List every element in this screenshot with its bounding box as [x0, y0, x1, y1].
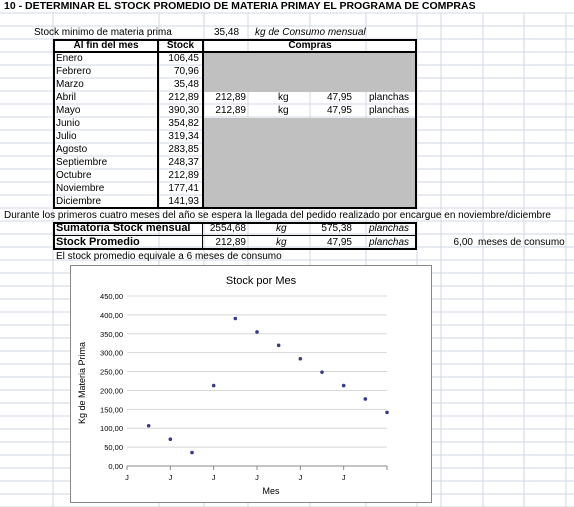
- chart-point: [299, 357, 303, 361]
- row-compras-kg: 212,89: [215, 92, 246, 103]
- sumatoria-planchas-unit: planchas: [369, 223, 410, 234]
- row-month: Noviembre: [56, 183, 105, 194]
- chart-point: [364, 397, 368, 401]
- chart-ytick-label: 250,00: [100, 367, 123, 377]
- row-month: Diciembre: [56, 196, 102, 207]
- header-stock: Stock: [166, 40, 195, 51]
- chart-ylabel: Kg de Materia Prima: [77, 341, 87, 425]
- chart-xtick-label: J: [341, 473, 346, 482]
- stock-minimo-value: 35,48: [214, 27, 240, 38]
- chart-ytick-label: 300,00: [100, 348, 123, 358]
- row-month: Abril: [56, 92, 77, 103]
- chart-ytick-label: 0,00: [108, 462, 123, 471]
- promedio-planchas: 47,95: [326, 237, 352, 248]
- stock-minimo-label: Stock minimo de materia prima: [34, 27, 172, 38]
- chart-ytick-label: 400,00: [100, 310, 123, 320]
- row-month: Enero: [56, 53, 83, 64]
- table-col-rule-2: [202, 39, 204, 209]
- row-stock: 106,45: [168, 53, 199, 64]
- chart-title: Stock por Mes: [225, 275, 297, 287]
- row-compras-planchas: 47,95: [326, 92, 352, 103]
- chart-point: [342, 384, 346, 388]
- row-stock: 248,37: [168, 157, 199, 168]
- row-stock: 283,85: [168, 144, 199, 155]
- promedio-planchas-unit: planchas: [369, 237, 410, 248]
- row-stock: 177,41: [168, 183, 199, 194]
- chart-point: [190, 451, 194, 455]
- header-month: Al fin del mes: [73, 40, 139, 51]
- chart-ytick-label: 450,00: [100, 292, 123, 301]
- row-compras-kg-unit: kg: [278, 105, 289, 116]
- chart-xlabel: Mes: [262, 486, 280, 496]
- chart-point: [277, 344, 281, 348]
- row-month: Febrero: [56, 66, 92, 77]
- row-month: Octubre: [56, 170, 92, 181]
- chart-point: [255, 330, 259, 334]
- row-compras-kg: 212,89: [215, 105, 246, 116]
- stock-minimo-unit: kg de Consumo mensual: [255, 27, 366, 38]
- chart-ytick-label: 200,00: [100, 386, 123, 396]
- row-stock: 141,93: [168, 196, 199, 207]
- promedio-label: Stock Promedio: [56, 236, 140, 248]
- promedio-value: 212,89: [215, 237, 246, 248]
- sumatoria-planchas: 575,38: [321, 223, 352, 234]
- row-month: Julio: [56, 131, 77, 142]
- row-stock: 390,30: [168, 105, 199, 116]
- chart-xtick-label: J: [298, 473, 303, 482]
- chart-point: [234, 317, 238, 321]
- row-compras-planchas-unit: planchas: [369, 92, 410, 103]
- row-stock: 319,34: [168, 131, 199, 142]
- row-month: Mayo: [56, 105, 81, 116]
- stock-chart[interactable]: [70, 265, 432, 503]
- promedio-unit: kg: [276, 237, 287, 248]
- row-month: Junio: [56, 118, 80, 129]
- chart-point: [212, 384, 216, 388]
- chart-xtick-label: J: [211, 473, 216, 482]
- row-stock: 212,89: [168, 92, 199, 103]
- row-stock: 354,82: [168, 118, 199, 129]
- chart-ytick-label: 50,00: [104, 443, 123, 453]
- row-compras-planchas-unit: planchas: [369, 105, 410, 116]
- compras-table: [53, 39, 417, 209]
- promedio-meses-label: meses de consumo: [478, 237, 565, 248]
- chart-point: [169, 437, 173, 441]
- row-month: Marzo: [56, 79, 84, 90]
- chart-point: [147, 424, 151, 428]
- row-stock: 35,48: [173, 79, 199, 90]
- note-text: Durante los primeros cuatro meses del año se espera la llegada del pedido realizado por encargue en noviembre/diciembre: [4, 210, 551, 221]
- promedio-meses: 6,00: [453, 237, 473, 248]
- chart-xtick-label: J: [168, 473, 173, 482]
- chart-xtick-label: J: [255, 473, 259, 482]
- row-compras-kg-unit: kg: [278, 92, 289, 103]
- sumatoria-value: 2554,68: [209, 223, 246, 234]
- sheet-title: 10 - DETERMINAR EL STOCK PROMEDIO DE MATERIA PRIMAY EL PROGRAMA DE COMPRAS: [4, 0, 476, 12]
- row-month: Septiembre: [56, 157, 108, 168]
- chart-xtick-label: J: [125, 473, 129, 482]
- chart-ytick-label: 100,00: [100, 424, 123, 434]
- chart-point: [385, 411, 389, 415]
- row-compras-planchas: 47,95: [326, 105, 352, 116]
- chart-ytick-label: 150,00: [100, 405, 123, 415]
- row-month: Agosto: [56, 144, 88, 155]
- equivale-text: El stock promedio equivale a 6 meses de consumo: [56, 251, 282, 262]
- chart-point: [320, 370, 324, 374]
- sumatoria-label: Sumatoria Stock mensual: [56, 222, 191, 234]
- summary-col-rule: [202, 222, 203, 250]
- chart-svg: [71, 266, 431, 502]
- row-stock: 70,96: [173, 66, 199, 77]
- row-stock: 212,89: [168, 170, 199, 181]
- chart-ytick-label: 350,00: [100, 329, 123, 339]
- header-compras: Compras: [288, 40, 332, 51]
- sumatoria-unit: kg: [276, 223, 287, 234]
